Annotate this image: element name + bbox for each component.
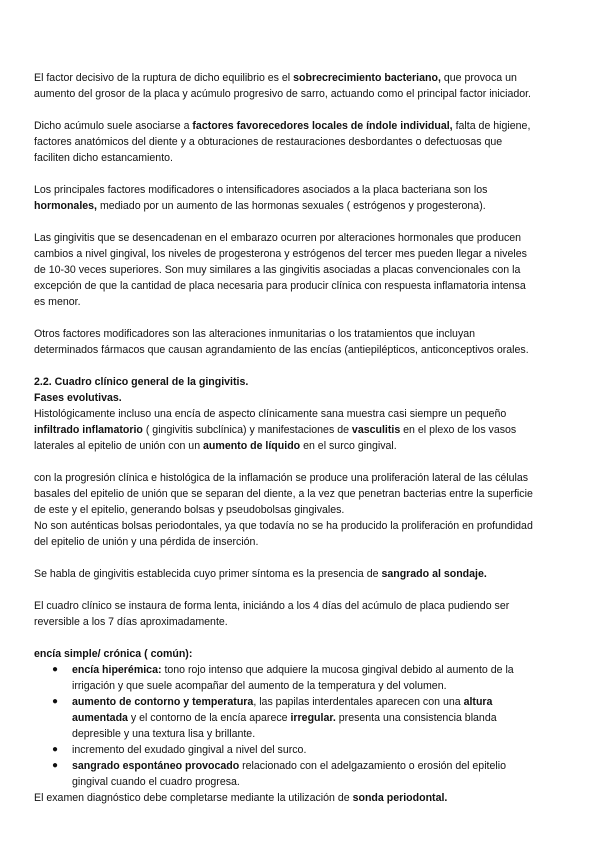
bullet-icon: ●: [52, 664, 59, 675]
paragraph-periodontal-pockets: No son auténticas bolsas periodontales, ya que todavía no se ha producido la proliferación en profundidad del epitelio de unión y una pérdida de inserción.: [34, 520, 533, 548]
list-item: ● encía hiperémica: tono rojo intenso que adquiere la mucosa gingival debido al aumento de la irrigación y que suele acompañar del aumento de la temperatura y del volumen.: [52, 664, 514, 692]
paragraph-diagnosis: El examen diagnóstico debe completarse mediante la utilización de sonda periodontal.: [34, 792, 448, 804]
paragraph-hormonal-factors: Los principales factores modificadores o intensificadores asociados a la placa bacteriana son los hormonales, mediado por un aumento de las hormonas sexuales ( estrógenos y progesterona).: [34, 184, 488, 212]
list-item: ● sangrado espontáneo provocado relacionado con el adelgazamiento o erosión del epitelio gingival cuando el cuadro progresa.: [52, 760, 506, 788]
paragraph-immune-factors: Otros factores modificadores son las alteraciones inmunitarias o los tratamientos que incluyan determinados fármacos que causan agrandamiento de las encías (antiepilépticos, anticonceptivos orales.: [34, 328, 529, 356]
section-subheading: Fases evolutivas.: [34, 392, 122, 404]
list-item: ● incremento del exudado gingival a nivel del surco.: [52, 744, 307, 756]
section-heading: 2.2. Cuadro clínico general de la gingivitis.: [34, 376, 249, 388]
paragraph-histology: Histológicamente incluso una encía de aspecto clínicamente sana muestra casi siempre un pequeño infiltrado inflamatorio ( gingivitis subclínica) y manifestaciones de vasculitis en el plexo de los vasos laterales al epitelio de unión con un aumento de líquido en el surco gingival.: [34, 408, 517, 452]
document-page: [34, 70, 534, 806]
paragraph-clinical-onset: El cuadro clínico se instaura de forma lenta, iniciándo a los 4 días del acúmulo de placa pudiendo ser reversible a los 7 días aproximadamente.: [34, 600, 510, 628]
paragraph-established-gingivitis: Se habla de gingivitis establecida cuyo primer síntoma es la presencia de sangrado al sondaje.: [34, 568, 487, 580]
bullet-icon: ●: [52, 760, 59, 771]
list-title: encía simple/ crónica ( común):: [34, 648, 193, 660]
bullet-icon: ●: [52, 696, 59, 707]
paragraph-pregnancy-gingivitis: Las gingivitis que se desencadenan en el embarazo ocurren por alteraciones hormonales que producen cambios a nivel gingival, los niveles de progesterona y estrógenos del tercer mes pueden llegar a niveles de 10-30 veces superiores. Son muy similares a las gingivitis asociadas a placas convencionales con la excepción de que la cantidad de placa necesaria para producir clínica con respuesta inflamatoria intensa es menor.: [34, 232, 527, 308]
symptom-list: [34, 662, 534, 790]
paragraph-progression: con la progresión clínica e histológica de la inflamación se produce una proliferación lateral de las células basales del epitelio de unión que se separan del diente, a la vez que penetran bacterias entre la superficie de este y el epitelio, generando bolsas y pseudobolsas gingivales.: [34, 472, 533, 516]
list-item: ● aumento de contorno y temperatura, las papilas interdentales aparecen con una altura aumentada y el contorno de la encía aparece irregular. presenta una consistencia blanda depresible y una textura lisa y brillante.: [52, 696, 497, 740]
paragraph-bacterial-overgrowth: El factor decisivo de la ruptura de dicho equilibrio es el sobrecrecimiento bacteriano, que provoca un aumento del grosor de la placa y acúmulo progresivo de sarro, actuando como el principal factor iniciador.: [34, 72, 532, 100]
paragraph-local-factors: Dicho acúmulo suele asociarse a factores favorecedores locales de índole individual, falta de higiene, factores anatómicos del diente y a obturaciones de restauraciones desbordantes o defectuosas que faciliten dicho estancamiento.: [34, 120, 531, 164]
bullet-icon: ●: [52, 744, 59, 755]
